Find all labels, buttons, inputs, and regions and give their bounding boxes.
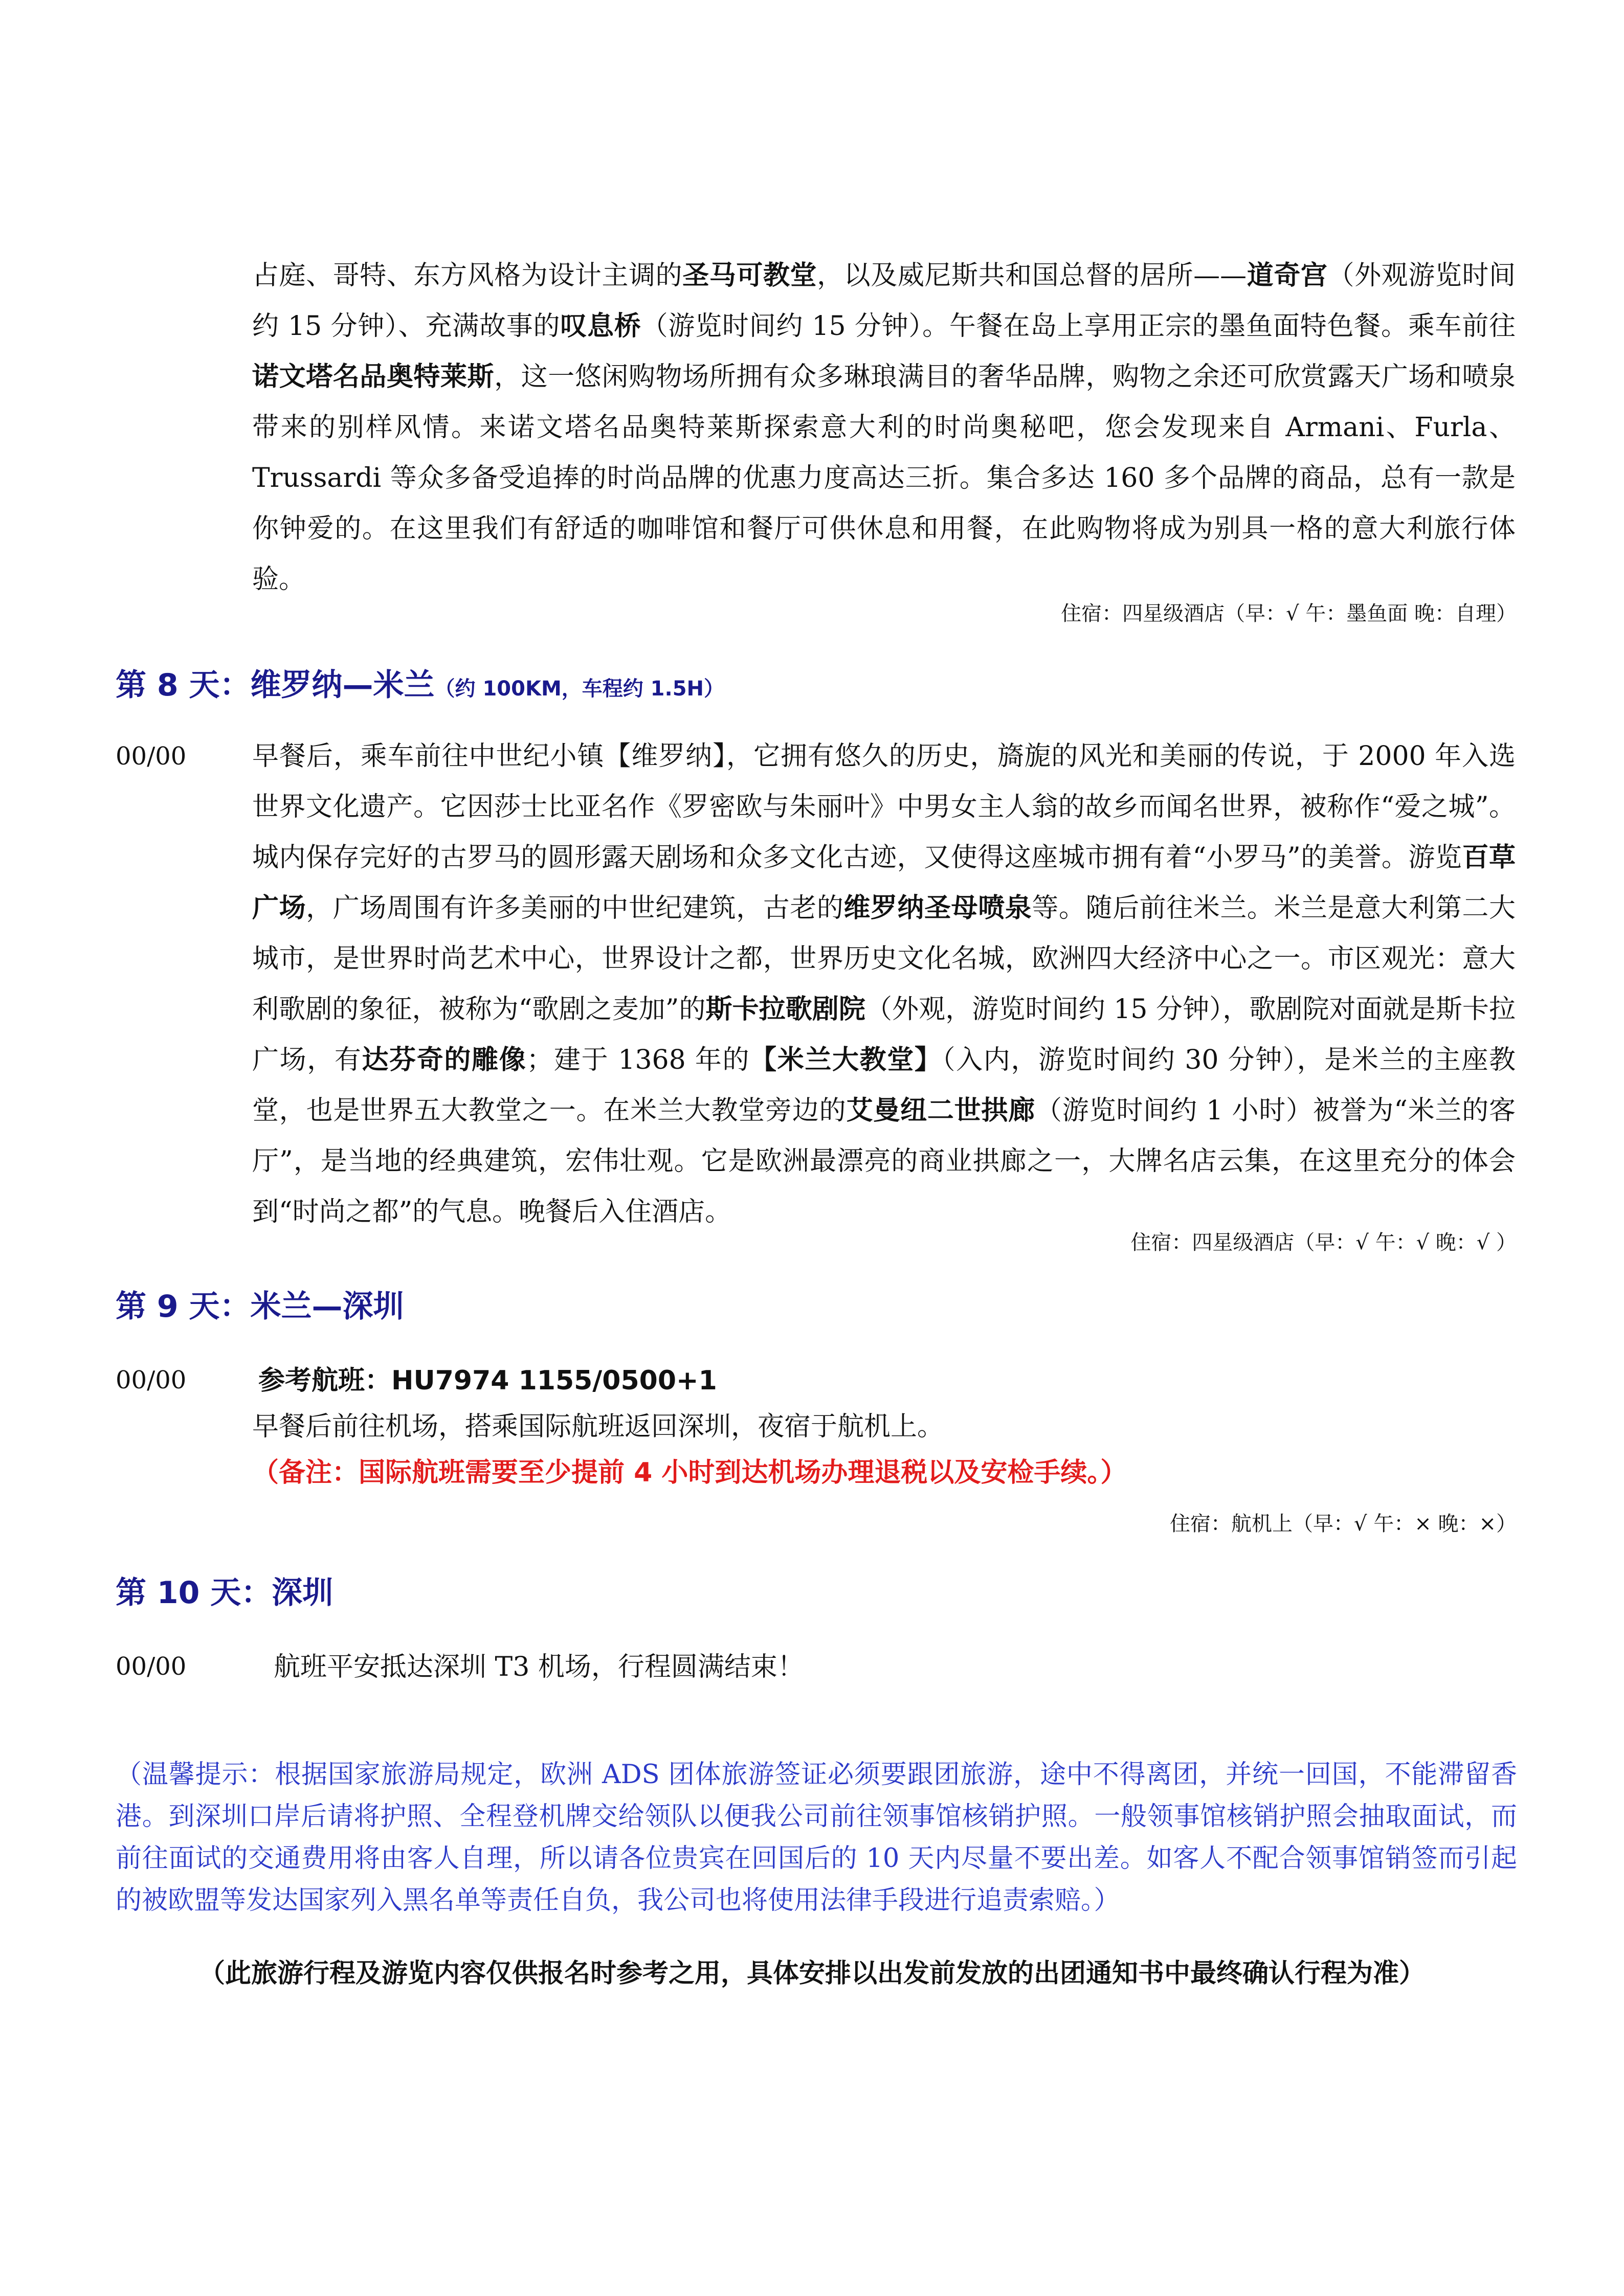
day9-description: 早餐后前往机场，搭乘国际航班返回深圳，夜宿于航机上。 bbox=[252, 1411, 944, 1442]
day10-description: 航班平安抵达深圳 T3 机场，行程圆满结束！ bbox=[274, 1652, 804, 1682]
day9-flight: 参考航班：HU7974 1155/0500+1 bbox=[258, 1365, 717, 1396]
day9-date: 00/00 bbox=[116, 1366, 187, 1394]
day9-accommodation: 住宿：航机上（早：√ 午：× 晚：×） bbox=[1170, 1512, 1517, 1536]
day8-heading: 第 8 天：维罗纳—米兰（约 100KM，车程约 1.5H） bbox=[116, 667, 725, 703]
day8-date: 00/00 bbox=[116, 742, 187, 771]
day10-date: 00/00 bbox=[116, 1652, 187, 1681]
day8-description: 早餐后，乘车前往中世纪小镇【维罗纳】，它拥有悠久的历史，旖旎的风光和美丽的传说，于 2000 年入选世界文化遗产。它因莎士比亚名作《罗密欧与朱丽叶》中男女主人翁的故乡而闻名世界，被称作“爱之城”。城内保存完好的古罗马的圆形露天剧场和众多文化古迹，又使得这座城市拥有着“小罗马”的美誉。游览百草广场，广场周围有许多美丽的中世纪建筑，古老的维罗纳圣母喷泉等。随后前往米兰。米兰是意大利第二大城市，是世界时尚艺术中心，世界设计之都，世界历史文化名城，欧洲四大经济中心之一。市区观光：意大利歌剧的象征，被称为“歌剧之麦加”的斯卡拉歌剧院（外观，游览时间约 15 分钟），歌剧院对面就是斯卡拉广场，有达芬奇的雕像；建于 1368 年的【米兰大教堂】（入内，游览时间约 30 分钟），是米兰的主座教堂，也是世界五大教堂之一。在米兰大教堂旁边的艾曼纽二世拱廊（游览时间约 1 小时）被誉为“米兰的客厅”，是当地的经典建筑，宏伟壮观。它是欧洲最漂亮的商业拱廊之一，大牌名店云集，在这里充分的体会到“时尚之都”的气息。晚餐后入住酒店。 bbox=[252, 741, 1516, 1227]
day9-remark: （备注：国际航班需要至少提前 4 小时到达机场办理退税以及安检手续。） bbox=[252, 1457, 1127, 1488]
day10-heading: 第 10 天：深圳 bbox=[116, 1575, 333, 1611]
day9-heading: 第 9 天：米兰—深圳 bbox=[116, 1289, 404, 1324]
day8-accommodation: 住宿：四星级酒店（早：√ 午：√ 晚：√ ） bbox=[1130, 1231, 1517, 1254]
warm-tip: （温馨提示：根据国家旅游局规定，欧洲 ADS 团体旅游签证必须要跟团旅游，途中不得离团，并统一回国，不能滞留香港。到深圳口岸后请将护照、全程登机牌交给领队以便我公司前往领事馆核销护照。一般领事馆核销护照会抽取面试，而前往面试的交通费用将由客人自理，所以请各位贵宾在回国后的 10 天内尽量不要出差。如客人不配合领事馆销签而引起的被欧盟等发达国家列入黑名单等责任自负，我公司也将使用法律手段进行追责索赔。） bbox=[116, 1760, 1517, 1916]
disclaimer: （此旅游行程及游览内容仅供报名时参考之用，具体安排以出发前发放的出团通知书中最终确认行程为准） bbox=[198, 1959, 1425, 1989]
day7-accommodation: 住宿：四星级酒店（早：√ 午：墨鱼面 晚：自理） bbox=[1061, 602, 1517, 625]
day7-description: 占庭、哥特、东方风格为设计主调的圣马可教堂，以及威尼斯共和国总督的居所——道奇宫（外观游览时间约 15 分钟）、充满故事的叹息桥（游览时间约 15 分钟）。午餐在岛上享用正宗的墨鱼面特色餐。乘车前往诺文塔名品奥特莱斯，这一悠闲购物场所拥有众多琳琅满目的奢华品牌，购物之余还可欣赏露天广场和喷泉带来的别样风情。来诺文塔名品奥特莱斯探索意大利的时尚奥秘吧，您会发现来自 Armani、Furla、Trussardi 等众多备受追捧的时尚品牌的优惠力度高达三折。集合多达 160 多个品牌的商品，总有一款是你钟爱的。在这里我们有舒适的咖啡馆和餐厅可供休息和用餐，在此购物将成为别具一格的意大利旅行体验。 bbox=[252, 260, 1516, 595]
